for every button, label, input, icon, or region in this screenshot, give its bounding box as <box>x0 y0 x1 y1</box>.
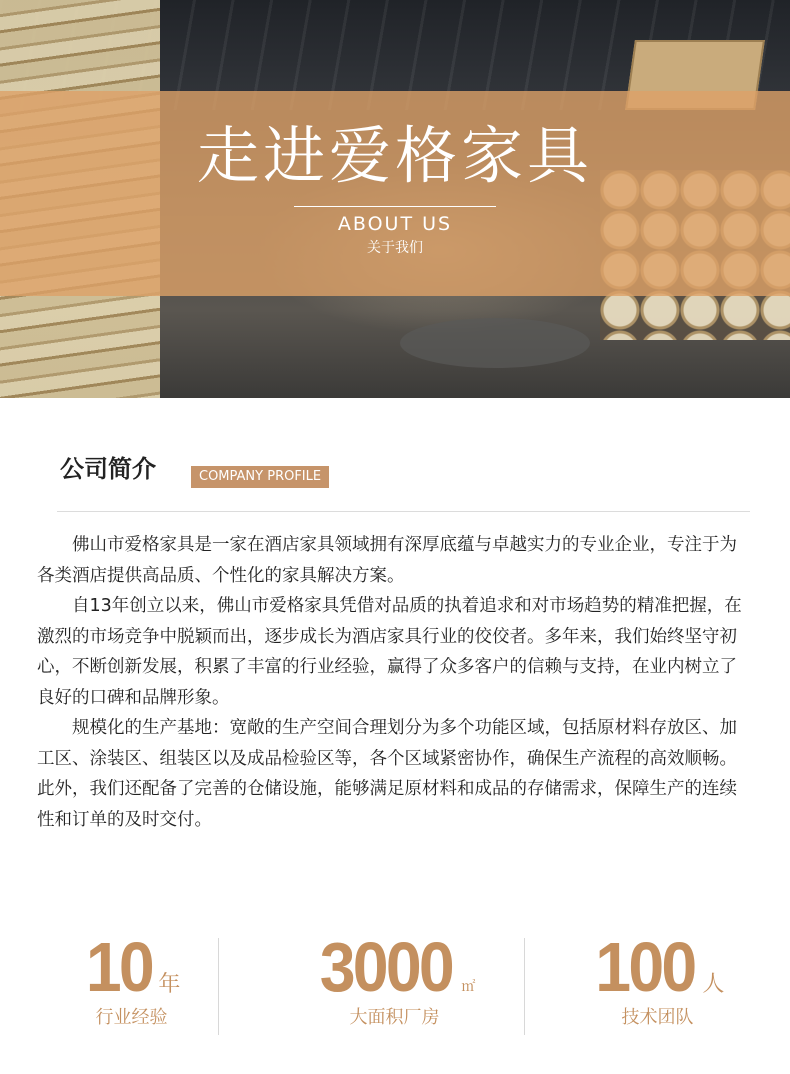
stat-divider <box>218 938 219 1035</box>
stat-number: 10 <box>85 928 152 1006</box>
company-profile-text <box>37 530 750 835</box>
hero-title-rule <box>294 206 496 207</box>
stat-divider <box>524 938 525 1035</box>
hero-banner <box>0 0 790 398</box>
hero-title: 走进爱格家具 <box>196 119 593 192</box>
profile-paragraph: 规模化的生产基地：宽敞的生产空间合理划分为多个功能区域，包括原材料存放区、加工区、涂装区、组装区以及成品检验区等，各个区域紧密协作，确保生产流程的高效顺畅。此外，我们还配备了完善的仓储设施，能够满足原材料和成品的存储需求，保障生产的连续性和订单的及时交付。 <box>37 718 737 830</box>
stat-unit: 年 <box>158 972 181 997</box>
section-divider <box>57 511 750 512</box>
stat-unit: 人 <box>702 972 725 997</box>
section-title: 公司简介 <box>60 455 156 483</box>
profile-paragraph: 佛山市爱格家具是一家在酒店家具领域拥有深厚底蕴与卓越实力的专业企业，专注于为各类酒店提供高品质、个性化的家具解决方案。 <box>37 535 737 586</box>
stat-label: 行业经验 <box>95 1007 168 1028</box>
stat-label: 大面积厂房 <box>349 1007 440 1028</box>
stat-experience <box>0 930 263 1040</box>
hero-subtitle-cn: 关于我们 <box>367 240 423 256</box>
stat-number: 3000 <box>319 928 452 1006</box>
stats-row <box>0 930 790 1040</box>
floor-stain <box>400 318 590 368</box>
stat-factory-area <box>263 930 526 1040</box>
section-badge: COMPANY PROFILE <box>191 466 329 488</box>
stat-label: 技术团队 <box>621 1007 694 1028</box>
profile-paragraph: 自13年创立以来，佛山市爱格家具凭借对品质的执着追求和对市场趋势的精准把握，在激烈的市场竞争中脱颖而出，逐步成长为酒店家具行业的佼佼者。多年来，我们始终坚守初心，不断创新发展，积累了丰富的行业经验，赢得了众多客户的信赖与支持，在业内树立了良好的口碑和品牌形象。 <box>37 596 742 708</box>
stat-number: 100 <box>594 928 695 1006</box>
stat-tech-team <box>526 930 789 1040</box>
stat-unit: ㎡ <box>461 979 476 995</box>
hero-subtitle-en: ABOUT US <box>337 213 453 235</box>
